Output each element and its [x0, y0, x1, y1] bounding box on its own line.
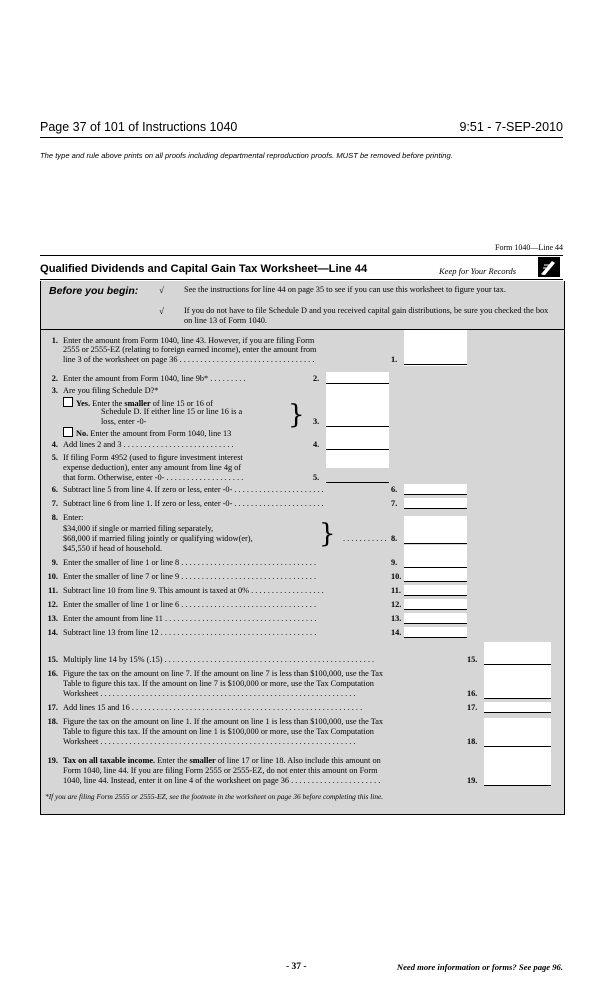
line-16-entry[interactable]	[484, 698, 551, 699]
footnote: *If you are filing Form 2555 or 2555-EZ, see the footnote in the worksheet on page 36 before completing this line.	[45, 792, 384, 801]
line-14-entry[interactable]	[404, 637, 467, 638]
before-begin-item: If you do not have to file Schedule D and you received capital gain distributions, be sure you checked the box on line 13 of Form 1040.	[184, 306, 549, 325]
line-13-entry[interactable]	[404, 623, 467, 624]
line-8-entry[interactable]	[404, 543, 467, 544]
line-1-entry[interactable]	[404, 364, 467, 365]
line-5-entry[interactable]	[326, 482, 389, 483]
line-3-entry[interactable]	[326, 426, 389, 427]
form-reference: Form 1040—Line 44	[495, 243, 563, 252]
worksheet-lines: 1. Enter the amount from Form 1040, line 43. However, if you are filing Form 2555 or 2555-EZ (relating to foreign earned income), enter the amount from line 3 of the worksheet on page 36 . . . . . . . . . . . . . . . . . . . . . . . . . . . . . . . . . 1. 2. Enter the amount from Form 1040, line 9b* . . . . . . . . . 2. 3. Are you filing Schedule D?* Yes. Enter the smaller of line 15 or 16 of Schedule D. If either line 15 or line 16 is a loss, enter -0- 3. No. Enter the amount from Form 1040, line 13 } 4. Add lines 2 and 3 . . . . . . . . . . . . . . . . . . . . . . . . . . . 4. 5. If filing Form 4952 (used to figure investment interest expense deduction), enter any amount from line 4g of that form. Otherwise, enter -0- . . . . . . . . . . . . . . . . . . . 5. 6. Subtract line 5 from line 4. If zero or less, enter -0- . . . . . . . . . . . . . . . . . . . . . . 6. 7. Subtract line 6 from line 1. If zero or less, enter -0- . . . . . . . . . . . . . . . . . . . . . . 7. 8. Enter: $34,000 if single or married filing separately, $68,000 if married filing jointly or qualifying widow(er), . . . . . . . . . . . 8. $45,550 if head of household. } 9. Enter the smaller of line 1 or line 8 . . . . . . . . . . . . . . . . . . . . . . . . . . . . . . . . . 9. 10. Enter the smaller of line 7 or line 9 . . . . . . . . . . . . . . . . . . . . . . . . . . . . . . . . . 10. 11. Subtract line 10 from line 9. This amount is taxed at 0% . . . . . . . . . . . . . . . . . . 11. 12. Enter the smaller of line 1 or line 6 . . . . . . . . . . . . . . . . . . . . . . . . . . . . . . . . . 12. 13. Enter the amount from line 11 . . . . . . . . . . . . . . . . . . . . . . . . . . . . . . . . . . . . . 13. 14. Subtract line 13 from line 12 . . . . . . . . . . . . . . . . . . . . . . . . . . . . . . . . . . . . . . 14. 15. Multiply line 14 by 15% (.15) . . . . . . . . . . . . . . . . . . . . . . . . . . . . . . . . . . . . . . . . . . . . . . . . . . . 15. 16. Figure the tax on the amount on line 7. If the amount on line 7 is less than $100,000, use the Tax Table to figure this tax. If the amount on line 7 is $100,000 or more, use the Tax Computation Worksheet . . . . . . . . . . . . . . . . . . . . . . . . . . . . . . . . . . . . . . . . . . . . . . . . . . . . . . . . . . . . . . 16. 17. Add lines 15 and 16 . . . . . . . . . . . . . . . . . . . . . . . . . . . . . . . . . . . . . . . . . . . . . . . . . . . . . . . . 17. 18. Figure the tax on the amount on line 1. If the amount on line 1 is less than $100,000, use the Tax Table to figure this tax. If the amount on line 1 is $100,000 or more, use the Tax Computation Worksheet . . . . . . . . . . . . . . . . . . . . . . . . . . . . . . . . . . . . . . . . . . . . . . . . . . . . . . . . . . . . . . 18. 19. Tax on all taxable income. Enter the smaller of line 17 or line 18. Also include this amount on Form 1040, line 44. If you are filing Form 2555 or 2555-EZ, do not enter this amount on Form 1040, line 44. Instead, enter it on line 4 of the worksheet on page 36 . . . . . . . . . . . . . . . . . . . . . . 19. *If you are filing Form 2555 or 2555-EZ, see the footnote in the worksheet on page 36 before completing this line.	[40, 330, 565, 815]
entry-box	[326, 372, 389, 468]
line-12-entry[interactable]	[404, 609, 467, 610]
header-left: Page 37 of 101 of Instructions 1040	[40, 120, 238, 134]
header-rule	[40, 137, 563, 138]
line-9-entry[interactable]	[404, 567, 467, 568]
line-6-entry[interactable]	[404, 494, 467, 495]
pen-icon	[538, 257, 560, 277]
line-2-entry[interactable]	[326, 383, 389, 384]
brace: }	[319, 519, 336, 549]
yes-checkbox[interactable]	[63, 397, 73, 407]
worksheet-top-rule	[40, 279, 563, 280]
no-checkbox[interactable]	[63, 427, 73, 437]
check-icon: √	[159, 285, 164, 295]
check-icon: √	[159, 306, 164, 316]
form-reference-rule	[40, 255, 563, 256]
more-info-note: Need more information or forms? See page 96.	[396, 962, 563, 972]
proof-note: The type and rule above prints on all proofs including departmental reproduction proofs. MUST be removed before printing.	[40, 151, 453, 160]
line-19-entry[interactable]	[484, 785, 551, 786]
before-begin-item: See the instructions for line 44 on page 35 to see if you can use this worksheet to figure your tax.	[184, 285, 506, 294]
header-right: 9:51 - 7-SEP-2010	[459, 120, 563, 134]
page-header	[40, 120, 563, 138]
entry-box	[404, 330, 467, 366]
worksheet-title: Qualified Dividends and Capital Gain Tax Worksheet—Line 44	[40, 263, 368, 275]
line-18-entry[interactable]	[484, 746, 551, 747]
line-17-entry[interactable]	[484, 712, 551, 713]
brace: }	[288, 400, 305, 430]
line-4-entry[interactable]	[326, 449, 389, 450]
entry-box	[404, 545, 467, 577]
line-11-entry[interactable]	[404, 595, 467, 596]
line-10-entry[interactable]	[404, 581, 467, 582]
line-15-entry[interactable]	[484, 664, 551, 665]
before-you-begin-box	[40, 281, 565, 330]
keep-records-note: Keep for Your Records	[439, 266, 517, 276]
entry-box	[484, 742, 551, 786]
before-you-begin-label: Before you begin:	[49, 285, 139, 297]
page-number: - 37 -	[286, 962, 307, 972]
line-7-entry[interactable]	[404, 508, 467, 509]
